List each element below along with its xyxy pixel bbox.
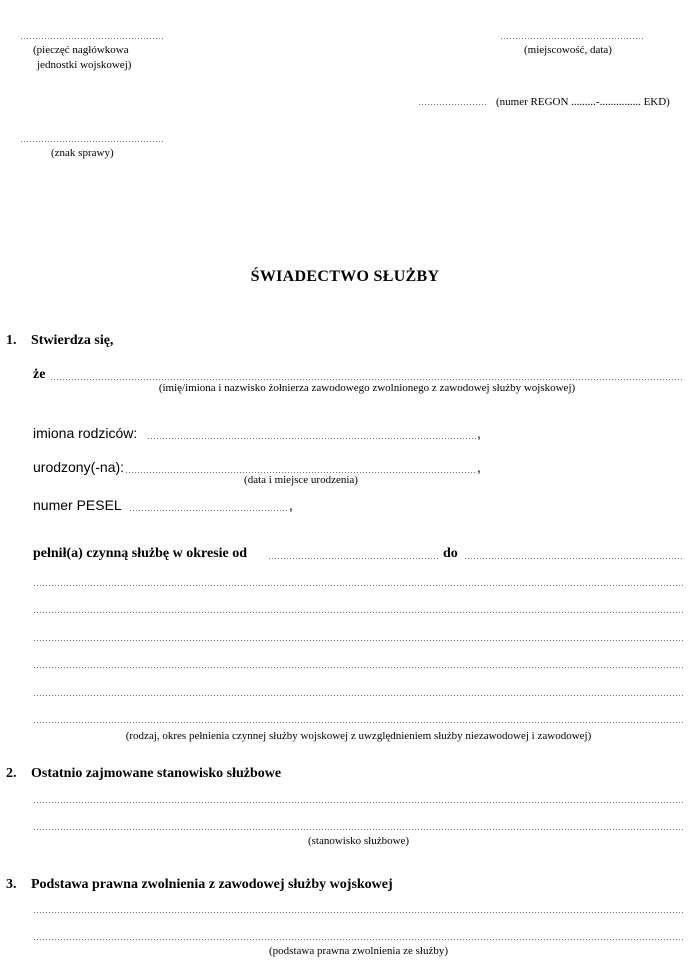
regon-label: (numer REGON .........-............... EKD) [496,96,670,108]
stamp-label-line2: jednostki wojskowej) [37,59,132,71]
pesel-dotted-line [129,510,289,511]
service-detail-line-4 [33,667,684,668]
position-caption: (stanowisko służbowe) [307,835,410,847]
service-detail-line-6 [33,722,684,723]
service-detail-line-1 [33,585,684,586]
born-dotted-line [125,472,477,473]
parents-label: imiona rodziców: [33,425,138,441]
place-date-label: (miejscowość, data) [524,44,612,56]
document-title: ŚWIADECTWO SŁUŻBY [250,268,440,285]
legal-basis-line-2 [33,939,684,940]
service-to-dotted-line [464,558,684,559]
stamp-label-line1: (pieczęć nagłówkowa [33,44,129,56]
legal-basis-line-1 [33,912,684,913]
service-from-dotted-line [268,558,438,559]
case-dotted-line [20,141,165,142]
service-detail-line-5 [33,695,684,696]
born-comma: , [477,459,481,475]
section2-heading: Ostatnio zajmowane stanowisko służbowe [31,766,282,781]
parents-dotted-line [147,438,477,439]
service-caption: (rodzaj, okres pełnienia czynnej służby wojskowej z uwzględnieniem służby niezawodowej i zawodowej) [125,730,592,742]
born-label: urodzony(-na): [33,459,125,475]
service-detail-line-2 [33,612,684,613]
stamp-dotted-line [20,38,165,39]
name-dotted-line [50,379,684,380]
section3-number: 3. [6,877,17,892]
ze-label: że [33,367,46,382]
name-caption: (imię/imiona i nazwisko żołnierza zawodowego zwolnionego z zawodowej służby wojskowej) [158,382,576,394]
service-detail-line-3 [33,640,684,641]
service-to-label: do [443,546,458,561]
place-date-dotted-line [500,38,643,39]
case-label: (znak sprawy) [51,147,114,159]
section1-number: 1. [6,333,17,348]
section3-heading: Podstawa prawna zwolnienia z zawodowej służby wojskowej [31,877,393,892]
pesel-label: numer PESEL [33,497,122,513]
pesel-comma: , [289,497,293,513]
position-line-2 [33,829,684,830]
legal-basis-caption: (podstawa prawna zwolnienia ze służby) [269,945,448,957]
service-label: pełnił(a) czynną służbę w okresie od [33,546,248,561]
regon-dotted-line [418,104,487,105]
position-line-1 [33,802,684,803]
section1-heading: Stwierdza się, [31,333,114,348]
parents-comma: , [477,425,481,441]
section2-number: 2. [6,766,17,781]
born-caption: (data i miejsce urodzenia) [244,474,358,486]
